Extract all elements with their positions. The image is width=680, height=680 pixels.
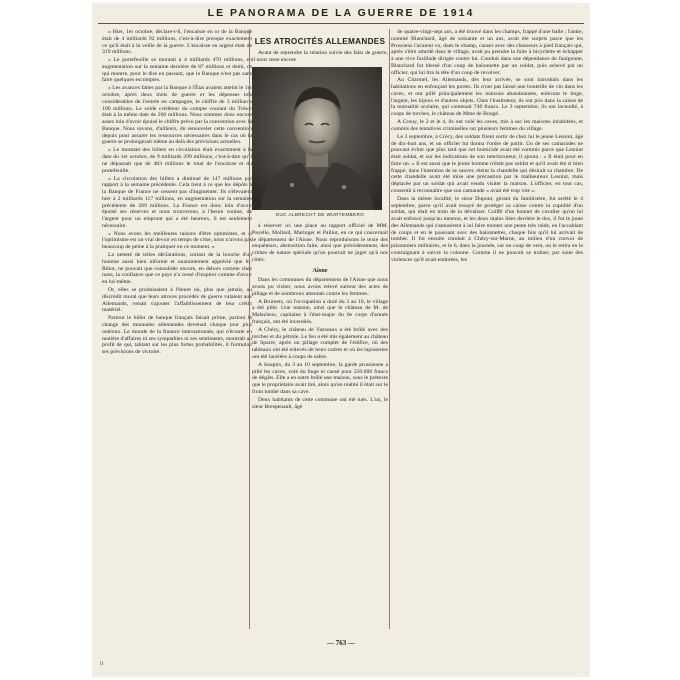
column-right xyxy=(391,29,583,641)
section-heading: Aisne xyxy=(312,266,328,274)
paragraph: Partout le billet de banque français faisait prime, partout le change des monnaies allemandes devenait chaque jour plus onéreux. Le monde de la finance internationale, qui n'écoute en matière d'affaires ni ses sympathies ni ses sentiments, montrait au profit de qui, tablant sur les plus fortes probabilités, il formulait ses prévisions de victoire. xyxy=(102,315,252,355)
column-divider xyxy=(389,29,390,629)
paragraph: A Soupirs, du 3 au 10 septembre, la garde prussienne a pillé les caves, volé du linge et causé pour 250.000 francs de dégâts. Elle a en outre brûlé une maison, sous le prétexte que le propriétaire avait tiré, alors qu'en réalité il était sur le front tombé dans sa cave. xyxy=(252,361,388,395)
paragraph: Or, elles se produisaient à l'heure où, plus que jamais, au discrédit moral que leurs atroces procédés de guerre valaient aux Allemands, venait s'ajouter l'affaiblissement de leur crédit matériel. xyxy=(102,287,252,314)
page-number-value: 763 xyxy=(335,639,347,647)
paragraph: « Les avances faites par la Banque à l'État avaient atteint le 1er octobre, après deux mois de guerre et les dépenses très considérables de l'entrée en campagne, le chiffre de 3 milliards 100 millions. Le solde créditeur du compte courant du Trésor était à la même date de 206 millions. Nous sommes donc encore assez loin d'avoir épuisé le chiffre prévu par la convention avec la Banque. Nous savons, d'ailleurs, du renouveler cette convention depuis pour assurer les ressources nécessaires dans le cas où la guerre se prolongerait même au delà des prévisions actuelles. xyxy=(102,85,252,146)
column-middle xyxy=(252,29,388,641)
paragraph: Le 3 septembre, à Crécy, des soldats firent sortir de chez lui le jeune Lesniut, âgé de dix-huit ans, et un officier lui donna l'ordre de partir. Un de ses camarades ne pouvant éviter que plus tard que cet homicide avait été commis parce que Lesniut était soldat, et sur les indications de son interlocuteur, il ajouta : « Il était pour en faire un. » Il est aussi que le jeune homme n'était pas soldat et qu'il avait été si bien frappé, dans l'intention de se sauver, éteint la chandelle qui désirait sa chambre. De cette chandelle avait été mise une précaution par le malheureux Lesniut, mais déplacée par un soldat qui avait vendu visiter la maison. L'officier, en tout cas, consentit à reconnaître que son camarade « avait été trop vite ». xyxy=(391,133,583,194)
paragraph: Dans la même localité, le sieur Dupont, gérant du familistère, fut arrêté le 4 septembre, parce qu'il avait essayé de protéger sa caisse contre la cupidité d'un soldat, qui était en train de la dévaliser. Coiffé d'un bonnet de cavalier qu'on lui avait enfoncé jusqu'au menton, et les deux mains liées derrière le dos, il fut le jouet des Allemands qui s'amusèrent à lui faire monter une pente très raide, en l'accablant de coups et en le poussant avec des baïonnettes, chaque fois qu'il lui arrivait de tomber. Il fut ensuite conduit à Chézy-sur-Marne, au milieu d'un convoi de prisonniers militaires, et le 6, dans la journée, sur un coup de vent, on le retira en le contraignant à suivre la colonne. Comme il ne pouvait se traîner, par suite des violences qu'il avait endurées, les xyxy=(391,195,583,263)
paragraph: de quatre-vingt-sept ans, a été trouvé dans les champs, frappé d'une balle ; l'autre, nommé Blanchard, âgé de soixante et un ans, avait été surpris parce que les Prussiens l'avaient vu, dans le champ, causer avec des chasseurs à pied français qui, après s'être attardé dans le village, avait pu prendre la fuite à bicyclette et échapper à une vive fusillade dirigée contre lui. Conduit dans une dépendance de Jaulgonne, Blanchard fut blessé d'un coup de baïonnette par un soldat, puis achevé par un officier, qui lui tira la tête d'un coup de revolver. xyxy=(391,29,583,76)
portrait-photo xyxy=(252,67,382,210)
paragraph: « Le montant des billets en circulation était exactement à la date du 1er octobre, de 9 milliards 299 millions, c'est-à-dire qu'il ne dépassait que de 483 millions le total de l'encaisse et du portefeuille. xyxy=(102,147,252,174)
paragraph: Deux habitants de cette commune ont été tués. L'un, le sieur Brespenault, âgé xyxy=(252,396,388,410)
journal-page xyxy=(92,3,590,677)
paragraph: « La circulation des billets a diminué de 147 millions par rapport à la semaine précédente. Cela tient à ce que les dépôts à la Banque de France ne cessent pas d'augmenter. Ils s'élevaient hier à 2 milliards 117 millions, en augmentation sur la semaine précédente de 209 millions. La France est donc loin d'avoir épuisé ses réserves et nous trouverons, à l'heure voulue, de l'argent pour un emprunt qui a été heureux, il est seulement nécessaire. xyxy=(102,175,252,229)
article-title: LES ATROCITÉS ALLEMANDES xyxy=(254,37,386,46)
signature-mark: II xyxy=(100,662,104,667)
page-number: — 763 — xyxy=(327,639,355,647)
paragraph: A Crouy, le 2 et le 4, ils ont volé les caves, mis à sac les maisons inhabitées, et commis des tentatives criminelles sur plusieurs femmes du village. xyxy=(391,119,583,132)
journal-header: LE PANORAMA DE LA GUERRE DE 1914 xyxy=(207,7,475,19)
portrait-caption: DUC ALBRECHT DE WURTEMBERG xyxy=(275,212,365,218)
column-left xyxy=(102,29,252,641)
paragraph: A Chézy, le château de Vasseaux a été brûlé avec des torches et du pétrole. Le feu a été mis également au château de Sparre, après un pillage complet de l'édifice, où des tableaux ont été enlevés de leurs cadres et où les tapisseries ont été lacérées à coups de sabre. xyxy=(252,326,388,360)
paragraph: à réserver ici une place au rapport officiel de MM. Payelle, Mollard, Maringer et Paillot, en ce qui concernait le département de l'Aisne. Nous reproduisons le texte des enquêteurs, abstraction faite, ainsi que précédemment, des crimes de nature spéciale qu'on pourrait ne juger qu'à nos côtés. xyxy=(252,223,388,263)
paragraph: La netteté de telles déclarations, sortant de la bouche d'un homme aussi bien informé et unanimement apprécié que M. Ribot, ne pouvait que consolider encore, en dehors comme chez nous, la confiance que ce pays n'a cessé d'inspirer comme d'avoir en lui-même. xyxy=(102,252,252,286)
paragraph: Au Charmel, les Allemands, dès leur arrivée, se sont introduits dans les habitations en enfonçant les portes. Ils n'ont pas laissé une bouteille de vin dans les caves, et ont pillé principalement les maisons abandonnées, enlevant le linge, l'argent, les bijoux et d'autres objets. Chez l'instituteur, ils ont pris dans la caisse de la mutualité scolaire, qui contenait 740 francs. Le 3 septembre, ils ont incendié, à coups de torches, le château de Mme de Bougé. xyxy=(391,77,583,118)
paragraph: A Brumetz, où l'occupation a duré du 3 au 10, le village a été pillé. Une maison, ainsi que le château de M. de Malezieux, capitaine à l'état-major du 6e corps d'armée français, ont été incendiés. xyxy=(252,298,388,325)
paragraph: Dans les communes du département de l'Aisne que nous avons pu visiter, nous avons relevé surtout des actes de pillage et de nombreux attentats contre les femmes. xyxy=(252,277,388,297)
header-rule xyxy=(98,23,584,24)
paragraph: Avant de reprendre la relation suivie des faits de guerre, il nous reste encore xyxy=(252,49,388,63)
paragraph: « Le portefeuille se montait à 4 milliards 470 millions, en augmentation sur la semaine dernière de 87 millions et demi, ce qui montre, pour le dire en passant, que la Banque n'est pas sans faire quelques escomptes. xyxy=(102,57,252,84)
paragraph: « Hier, 1er octobre, déclare-t-il, l'encaisse en or de la Banque était de 4 milliards 92 millions, c'est-à-dire presque exactement ce qu'il était à la veille de la guerre. L'encaisse en argent était de 319 millions. xyxy=(102,29,252,56)
column-divider xyxy=(249,29,250,629)
portrait-image xyxy=(252,67,382,210)
paragraph: « Nous avons les meilleures raisons d'être optimistes, et si l'optimisme est un vrai devoir en temps de crise, nous n'avons pas beaucoup de peine à la pratiquer en ce moment. » xyxy=(102,230,252,251)
